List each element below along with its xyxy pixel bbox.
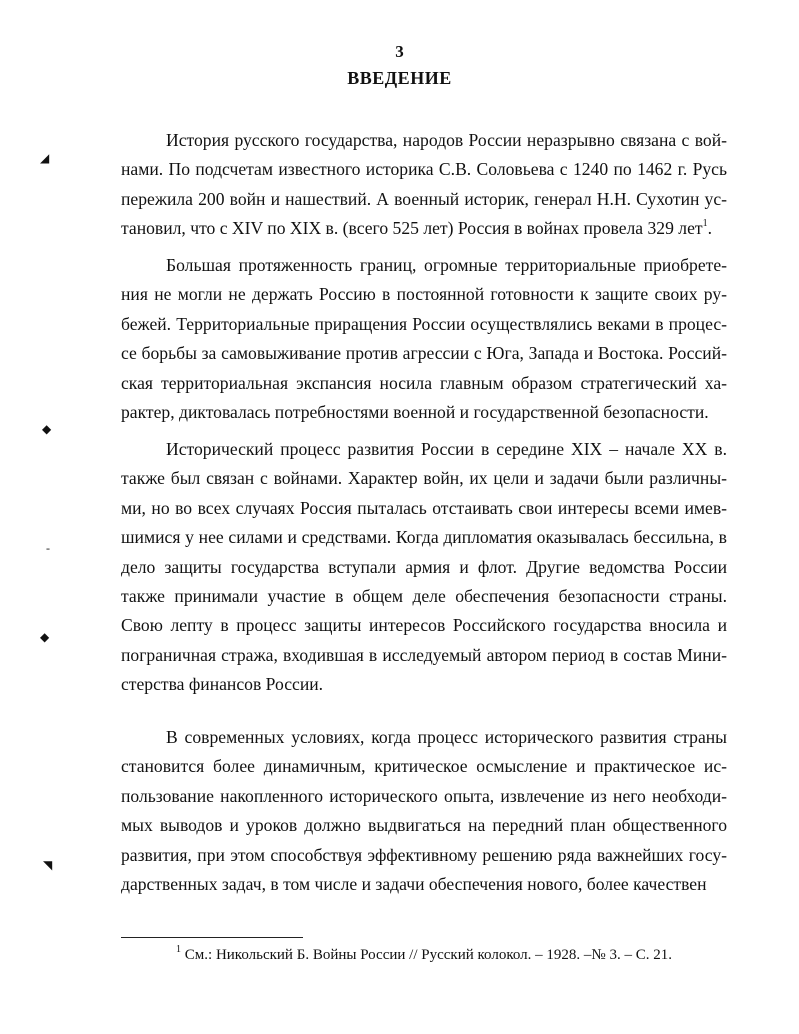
page-number: 3 [395,42,404,61]
footnote [121,945,727,965]
margin-mark: ◥ [43,858,53,872]
footnote-mark: 1 [176,944,182,955]
paragraph-3 [121,435,727,700]
paragraph-2-text: Большая протяженность границ, огромные территориальные приобретения не могли не держать Россию в постоянной готовности к защите своих рубежей. Территориальные приращения России осуществлялись веками в процессе борьбы за самовыживание против агрессии с Юга, Запада и Востока. Российская территориальная экспансия носила главным образом стратегический характер, диктовалась потребностями военной и государственной безопасности. [121,255,727,423]
footnote-text: См.: Никольский Б. Войны России // Русский колокол. – 1928. –№ 3. – С. 21. [181,947,672,963]
paragraph-1-text: История русского государства, народов России неразрывно связана с войнами. По подсчетам известного историка С.В. Соловьева с 1240 по 1462 г. Русь пережила 200 войн и нашествий. А военный историк, генерал Н.Н. Сухотин установил, что с XIV по XIX в. (всего 525 лет) Россия в войнах провела 329 лет [121,130,727,239]
paragraph-4-text: В современных условиях, когда процесс исторического развития страны становится более динамичным, критическое осмысление и практическое использование накопленного исторического опыта, извлечение из него необходимых выводов и уроков должно выдвигаться на передний план общественного развития, при этом способствуя эффективному решению ряда важнейших государственных задач, в том числе и задачи обеспечения нового, более качествен [121,727,727,895]
paragraph-4 [121,723,727,899]
paragraph-1 [121,126,727,244]
paragraph-2 [121,251,727,427]
footnote-reference[interactable]: 1 [702,218,708,230]
page-title: ВВЕДЕНИЕ [347,68,452,88]
paragraph-1-end: . [707,218,712,239]
margin-mark: - [46,541,50,555]
margin-mark: ◆ [42,422,52,436]
margin-mark: ◢ [40,151,50,165]
paragraph-3-text: Исторический процесс развития России в середине XIX – начале XX в. также был связан с войнами. Характер войн, их цели и задачи были различными, но во всех случаях Россия пыталась отстаивать свои интересы всеми имевшимися у нее силами и средствами. Когда дипломатия оказывалась бессильна, в дело защиты государства вступали армия и флот. Другие ведомства России также принимали участие в общем деле обеспечения безопасности страны. Свою лепту в процесс защиты интересов Российского государства вносила и пограничная стража, входившая в исследуемый автором период в состав Министерства финансов России. [121,439,727,695]
footnote-divider [121,937,303,938]
margin-mark: ◆ [40,630,50,644]
